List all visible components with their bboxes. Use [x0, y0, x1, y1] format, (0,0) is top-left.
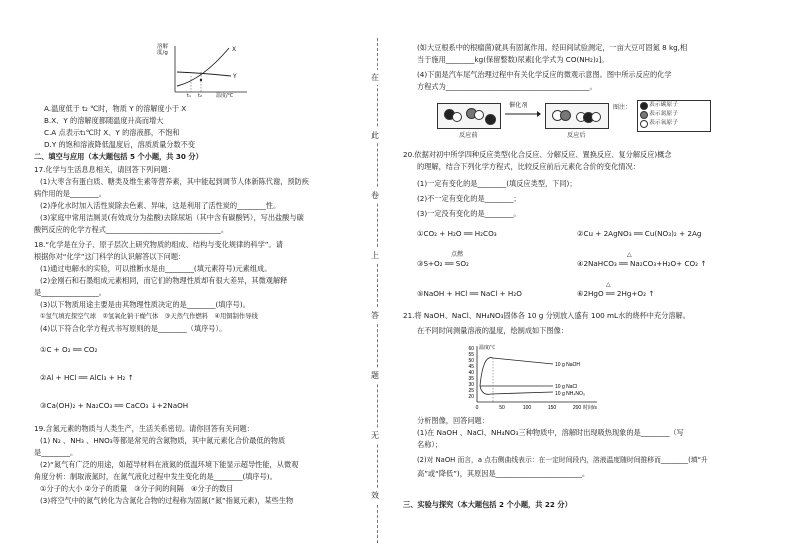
q20-line: 20.依据对初中所学四种反应类型(化合反应、分解反应、置换反应、复分解反应)概念	[403, 150, 672, 159]
y-tick-label: 55	[468, 352, 474, 358]
graph-label-x: X	[232, 46, 237, 53]
equation: ①CO₂ + H₂O ══ H₂CO₃	[417, 229, 497, 238]
legend-title: 图注：	[613, 104, 632, 111]
binding-word: 卷	[371, 188, 379, 203]
series-label: 10 g NaCl	[555, 384, 578, 390]
diagram-after-label: 反应后	[567, 132, 586, 139]
y-tick-label: 30	[468, 382, 474, 388]
binding-line	[377, 38, 378, 543]
q18-line: (1)通过电解水的实验，可以推断水是由________(填元素符号)元素组成。	[40, 264, 272, 273]
q18-line: (4)以下符合化学方程式书写原则的是________（填序号）。	[40, 324, 227, 333]
option-b: B.X、Y 的溶解度都随温度升高而增大	[44, 116, 164, 125]
equation: ①C + O₂ ══ CO₂	[40, 345, 98, 354]
q18-line: 是________________。	[34, 288, 106, 297]
binding-word: 此	[371, 128, 379, 143]
analysis-line: 分析图像，回答问题：	[417, 416, 489, 425]
equation-condition: △	[606, 281, 611, 288]
x-tick-label: 0	[475, 405, 479, 411]
q19b-line: (如大豆根系中的根瘤菌)就具有固氮作用。经田间试验测定，一亩大豆可固氮 8 kg,相	[417, 43, 688, 52]
q19-line: (3)将空气中的氮气转化为含氮化合物的过程称为固氮(“氮”指氮元素)，某些生物	[40, 496, 294, 505]
diagram-before-label: 反应前	[459, 132, 478, 139]
series-label: 10 g NaOH	[555, 362, 581, 368]
binding-word: 在	[371, 70, 379, 85]
legend-item: 表示碳原子	[649, 102, 678, 108]
equation-condition: 点燃	[451, 251, 464, 258]
q18-line: (3)以下物质用途主要是由其物理性质决定的是________(填序号)。	[40, 300, 250, 309]
equation: ③Ca(OH)₂ + Na₂CO₃ ══ CaCO₃ ↓+2NaOH	[40, 401, 189, 410]
x-tick-label: 150	[547, 405, 557, 411]
legend-item: 表示氧原子	[649, 120, 678, 126]
q20-line: 的理解，结合下列化学方程式，比较反应前后元素化合价的变化情况：	[417, 162, 640, 171]
nh4no3-curve	[480, 386, 553, 394]
temperature-chart	[453, 340, 628, 415]
q19-line: (1) N₂ 、NH₃ 、HNO₃等都是常见的含氮物质，其中氮元素化合价最低的物质	[40, 436, 286, 445]
graph-xlabel: 温度/℃	[216, 93, 234, 99]
q18-line: 18.“化学是在分子、原子层次上研究物质的组成、结构与变化规律的科学”。请	[34, 240, 283, 249]
option-a: A.温度低于 t₂ ℃时，物质 Y 的溶解度小于 X	[44, 104, 187, 113]
carbon-atom-icon	[640, 102, 648, 110]
q19-line: 是________。	[34, 448, 78, 457]
legend-item: 表示氮原子	[649, 111, 678, 117]
q18-line: ①氢气填充探空气球 ②氢氧化钠干燥气体 ③天然气作燃料 ④用铜制作导线	[40, 313, 258, 320]
q20-line: (3)一定没有变化的是________。	[417, 209, 521, 218]
curve-x	[177, 48, 229, 86]
q19-line: 19.含氮元素的物质与人类生产，生活关系密切。请你回答有关问题：	[34, 424, 254, 433]
oxygen-atom-icon	[640, 120, 648, 128]
y-tick-label: 20	[468, 394, 474, 400]
q17-line: 病作用的是________。	[34, 189, 106, 198]
binding-word: 效	[371, 488, 379, 503]
equation: ⑤NaOH + HCl ══ NaCl + H₂O	[417, 289, 522, 298]
equation-condition: △	[627, 251, 632, 258]
reaction-arrow	[505, 110, 541, 118]
y-tick-label: 35	[468, 376, 474, 382]
binding-word: 答	[371, 308, 379, 323]
q17-line: (3)家庭中常用洁厕灵(有效成分为盐酸)去除尿垢（其中含有碳酸钙），写出盐酸与碳	[40, 213, 304, 222]
binding-word: 无	[371, 428, 379, 443]
y-tick-label: 40	[468, 370, 474, 376]
q19b-line: 当于施用________kg(保留整数)尿素[化学式为 CO(NH₂)₂]。	[417, 55, 609, 64]
q20-line: (1)一定有变化的是________(填反应类型，下同)；	[417, 179, 577, 188]
q19-line: 角度分析：制取液氮时，在氮气液化过程中发生变化的是________(填序号)。	[34, 472, 277, 481]
analysis-line: 高”或“降低”)，其原因是________________________。	[417, 469, 590, 478]
graph-label-y: Y	[233, 73, 237, 80]
diagram-catalyst-label: 催化剂	[509, 102, 528, 109]
chart-ylabel: 温度/℃	[479, 345, 496, 351]
x-tick-label: 200	[572, 405, 582, 411]
equation: ④2NaHCO₃ ══ Na₂CO₃+H₂O+ CO₂ ↑	[577, 259, 707, 268]
option-d: D.Y 的饱和溶液降低温度后，溶质质量分数不变	[44, 140, 196, 149]
binding-word: 上	[371, 248, 379, 263]
graph-tick-t2: t₂	[198, 93, 202, 99]
x-tick-label: 50	[499, 405, 505, 411]
binding-word: 题	[371, 368, 379, 383]
graph-tick-t1: t₁	[187, 93, 191, 99]
series-label: 10 g NH₄NO₃	[555, 391, 585, 397]
q19-line: ①分子的大小 ②分子的质量 ③分子间的间隔 ④分子的数目	[40, 484, 234, 493]
equation: ②Al + HCl ══ AlCl₃ + H₂ ↑	[40, 373, 134, 382]
analysis-line: (2)对 NaOH 而言，a 点右侧曲线表示：在一定时间段内，溶液温度随时间推移而________(填“升	[417, 456, 708, 464]
option-c: C.A 点表示t₁℃时 X、Y 的溶液都，不饱和	[44, 128, 180, 137]
nitrogen-atom-icon	[640, 111, 648, 119]
equation: ⑥2HgO ══ 2Hg+O₂ ↑	[577, 289, 655, 298]
analysis-line: 名称）；	[417, 440, 443, 449]
section-2-heading: 二、填空与应用（本大题包括 5 个小题，共 30 分）	[34, 152, 203, 161]
q18-line: 根据你对“化学”这门科学的认识解答以下问题：	[34, 252, 186, 261]
x-tick-label: 100	[522, 405, 532, 411]
analysis-line: (1)在 NaOH 、NaCl、NH₄NO₃三种物质中，溶解时出现吸热现象的是________（写	[417, 428, 684, 437]
solubility-graph	[157, 42, 257, 100]
q19-line: (2)“氮气有广泛的用途，如超导材料在液氮的低温环境下能显示超导性能，从微观	[40, 460, 299, 469]
y-tick-label: 25	[468, 388, 474, 394]
reaction-before-box	[437, 103, 501, 129]
equation: ③S+O₂ ══ SO₂	[417, 259, 469, 268]
q19b-line: (4)下面是汽车尾气治理过程中有关化学反应的微观示意图。图中所示反应的化学	[417, 70, 672, 79]
q21-line: 在不同时间测量溶液的温度，绘制成如下图像：	[417, 326, 568, 335]
equation: ②Cu + 2AgNO₃ ══ Cu(NO₃)₂ + 2Ag	[577, 229, 702, 238]
q20-line: (2)不一定有变化的是________；	[417, 194, 521, 203]
y-tick-label: 60	[468, 346, 474, 352]
q18-line: (2)金刚石和石墨组成元素相同，而它们的物理性质却有很大差异，其微观解释	[40, 276, 288, 285]
q17-line: (1)大枣含有蛋白质、糖类及维生素等营养素，其中能起到调节人体新陈代谢，预防疾	[40, 177, 309, 186]
y-tick-label: 50	[468, 358, 474, 364]
q17-line: 酸钙反应的化学方程式________________________________。	[34, 225, 229, 234]
point-a	[200, 79, 202, 81]
graph-ylabel: 溶解度/g	[157, 44, 169, 56]
chart-xlabel: 时间/s	[583, 405, 597, 411]
reaction-after-box	[545, 103, 609, 129]
naoh-curve	[480, 358, 553, 386]
q17-line: (2)净化水时加入活性炭除去色素、异味，这是利用了活性炭的________性。	[40, 201, 281, 210]
y-tick-label: 45	[468, 364, 474, 370]
q17-line: 17.化学与生活息息相关，请回答下列问题：	[34, 165, 175, 174]
q21-line: 21.将 NaOH、NaCl、NH₄NO₃固体各 10 g 分别放入盛有 100 mL水的烧杯中充分溶解。	[403, 311, 690, 320]
q19b-line: 方程式为________________________________________。	[417, 82, 597, 91]
section-3-heading: 三、实验与探究（本大题包括 2 个小题，共 22 分）	[403, 500, 572, 509]
